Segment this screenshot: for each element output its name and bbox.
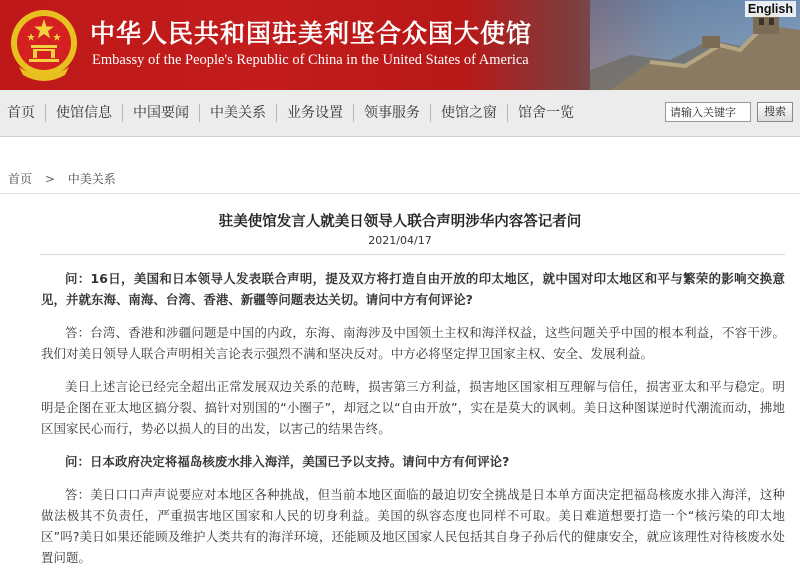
- breadcrumb: [8, 170, 116, 187]
- question-paragraph: 问：16日，美国和日本领导人发表联合声明，提及双方将打造自由开放的印太地区，就中国对印太地区和平与繁荣的影响交换意见，并就东海、南海、台湾、香港、新疆等问题表达关切。请问中方有何评论?: [41, 271, 785, 307]
- answer-paragraph: 答：台湾、香港和涉疆问题是中国的内政，东海、南海涉及中国领土主权和海洋权益，这些问题关乎中国的根本利益，不容干涉。我们对美日领导人联合声明相关言论表示强烈不满和坚决反对。中方必将坚定捍卫国家主权、安全、发展利益。: [41, 325, 785, 361]
- site-banner: [0, 0, 800, 90]
- site-title-english: Embassy of the People's Republic of China in the United States of America: [92, 52, 529, 68]
- nav-premises[interactable]: 馆舍一览: [518, 105, 574, 121]
- nav-consular-services[interactable]: 领事服务: [364, 105, 420, 121]
- search-button[interactable]: 搜索: [757, 102, 793, 122]
- site-title-chinese: 中华人民共和国驻美利坚合众国大使馆: [90, 19, 533, 48]
- nav-embassy-window[interactable]: 使馆之窗: [441, 105, 497, 121]
- body-paragraph: 美日上述言论已经完全超出正常发展双边关系的范畴，损害第三方利益，损害地区国家相互理解与信任，损害亚太和平与稳定。明明是企图在亚太地区搞分裂、搞针对别国的“小圈子”，却冠之以“自由开放”，实在是莫大的讽刺。美日这种图谋逆时代潮流而动，拂地区国家民心而行，势必以损人的目的出发，以害己的结果告终。: [41, 379, 785, 436]
- english-language-link[interactable]: English: [745, 1, 796, 17]
- chevron-right-icon: >: [44, 171, 55, 186]
- breadcrumb-home[interactable]: 首页: [8, 172, 33, 186]
- nav-embassy-info[interactable]: 使馆信息: [56, 105, 112, 121]
- breadcrumb-china-us-relations[interactable]: 中美关系: [67, 172, 116, 186]
- title-divider: [40, 254, 785, 255]
- question-paragraph: 问：日本政府决定将福岛核废水排入海洋，美国已予以支持。请问中方有何评论?: [65, 454, 510, 469]
- article-date: 2021/04/17: [368, 234, 432, 247]
- main-navigation: [0, 90, 800, 137]
- nav-china-us-relations[interactable]: 中美关系: [210, 105, 266, 121]
- nav-china-news[interactable]: 中国要闻: [133, 105, 189, 121]
- article-title: 驻美使馆发言人就美日领导人联合声明涉华内容答记者问: [218, 214, 582, 230]
- search-input[interactable]: 请输入关键字: [665, 102, 751, 122]
- nav-home[interactable]: 首页: [7, 105, 35, 121]
- answer-paragraph: 答：美日口口声声说要应对本地区各种挑战，但当前本地区面临的最迫切安全挑战是日本单方面决定把福岛核废水排入海洋，这种做法极其不负责任，严重损害地区国家和人民的切身利益。美国的纵容态度也同样不可取。美日难道想要打造一个“核污染的印太地区”吗?美日如果还能顾及维护人类共有的海洋环境，还能顾及地区国家人民包括其自身子孙后代的健康安全，就应该理性对待核废水处置问题。: [41, 487, 785, 565]
- nav-business[interactable]: 业务设置: [287, 105, 343, 121]
- nav-items: [0, 90, 584, 136]
- national-emblem-icon[interactable]: [9, 7, 79, 83]
- breadcrumb-divider: [0, 193, 800, 194]
- article-body: [41, 268, 785, 580]
